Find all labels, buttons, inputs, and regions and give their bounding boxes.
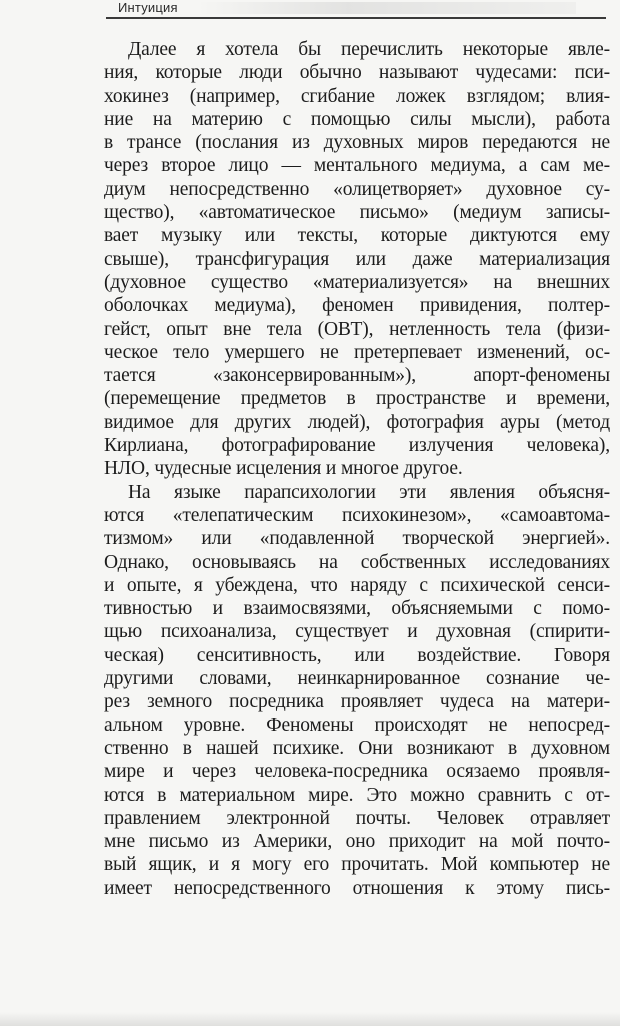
text-line: щество), «автоматическое письмо» (медиум записы- [104,202,610,224]
text-line: вый ящик, и я могу его прочитать. Мой компьютер не [104,854,610,876]
text-line: гейст, опыт вне тела (ОВТ), нетленность тела (физи- [104,318,610,340]
text-line: в трансе (послания из духовных миров передаются не [104,132,610,154]
text-line: (перемещение предметов в пространстве и времени, [104,388,610,410]
text-line: тивностью и взаимосвязями, объясняемыми с помо- [104,598,610,620]
text-line: видимое для других людей), фотография ауры (метод [104,411,610,433]
text-line: тизмом» или «подавленной творческой энергией». [104,528,610,550]
text-line: Однако, основываясь на собственных исследованиях [104,551,610,573]
text-line: через второе лицо — ментального медиума, а сам ме- [104,155,610,177]
text-line: мире и через человека-посредника осязаемо проявля- [104,761,610,783]
text-line: ческая) сенситивность, или воздействие. Говоря [104,644,610,666]
text-line: (духовное существо «материализуется» на внешних [104,271,610,293]
body-text [104,38,610,900]
text-line: имеет непосредственного отношения к этому пись- [104,877,610,899]
text-line: ются «телепатическим психокинезом», «самоавтома- [104,504,610,526]
text-line: оболочках медиума), феномен привидения, полтер- [104,295,610,317]
text-line: ческое тело умершего не претерпевает изменений, ос- [104,341,610,363]
text-line: Далее я хотела бы перечислить некоторые явле- [128,39,610,60]
text-line: тается «законсервированным»), апорт-феномены [104,365,610,387]
text-line: свыше), трансфигурация или даже материализация [104,248,610,270]
scan-bottom-shadow [0,1012,620,1026]
text-line: ние на материю с помощью силы мысли), работа [104,108,610,130]
text-line: щью психоанализа, существует и духовная (спирити- [104,621,610,643]
text-line: На языке парапсихологии эти явления объясня- [128,481,610,503]
text-line: диум непосредственно «олицетворяет» духовное су- [104,178,610,200]
text-line: вает музыку или тексты, которые диктуются ему [104,225,610,247]
text-line: ния, которые люди обычно называют чудесами: пси- [104,62,610,84]
text-line: правлением электронной почты. Человек отравляет [104,807,610,829]
header-scan-fade [196,2,576,14]
text-line: рез земного посредника проявляет чудеса на матери- [104,691,610,713]
running-head: Интуиция [118,0,178,15]
text-line: Кирлиана, фотографирование излучения человека), [104,435,610,457]
text-line: НЛО, чудесные исцеления и многое другое. [104,458,463,480]
text-line: ются в материальном мире. Это можно сравнить с от- [104,784,610,806]
text-line: ственно в нашей психике. Они возникают в духовном [104,737,610,759]
text-line: и опыте, я убеждена, что наряду с психической сенси- [104,574,610,596]
text-line: хокинез (например, сгибание ложек взглядом; влия- [104,85,610,107]
text-line: мне письмо из Америки, оно приходит на мой почто- [104,831,610,853]
text-line: альном уровне. Феномены происходят не непосред- [104,714,610,736]
text-line: другими словами, неинкарнированное сознание че- [104,668,610,690]
